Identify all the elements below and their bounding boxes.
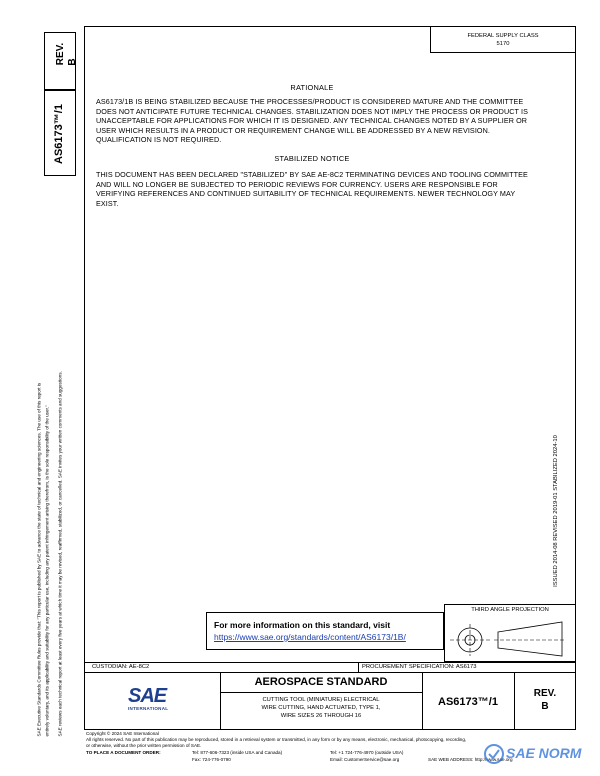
copyright-line-2: All rights reserved. No part of this publication may be reproduced, stored in a retrieval system or transmitted, in any form or by any means, electronic, mechanical, photocopying, recording, [86,737,467,742]
footer-rev-value: B [541,701,549,712]
footer-rev-label: REV. [533,688,557,699]
title-line-3: WIRE SIZES 26 THROUGH 16 [280,713,362,719]
order-label: TO PLACE A DOCUMENT ORDER: [86,750,161,755]
info-box [206,612,444,650]
copyright-line-1: Copyright © 2024 SAE International [86,731,159,736]
order-fax: Fax: 724-776-0790 [192,757,231,762]
custodian: CUSTODIAN: AE-8C2 [92,664,150,670]
issue-history: ISSUED 2014-08 REVISED 2019-01 STABILIZED 2024-10 [553,435,559,587]
watermark-text: SAE NORM [506,745,582,761]
federal-supply-class-label: FEDERAL SUPPLY CLASS [467,33,539,39]
rationale-title: RATIONALE [290,83,334,92]
sae-logo-mark: SAE [128,685,167,707]
projection-label: THIRD ANGLE PROJECTION [471,607,549,613]
info-box-link[interactable]: https://www.sae.org/standards/content/AS6173/1B/ [214,632,406,642]
sae-logo-subtext: INTERNATIONAL [128,706,169,711]
federal-supply-class-value: 5170 [496,41,510,47]
rationale-body: AS6173/1B IS BEING STABILIZED BECAUSE THE PROCESSES/PRODUCT IS CONSIDERED MATURE AND THE COMMITTEE DOES NOT ANTICIPATE FUTURE TECHNICAL CHANGES. STABILIZATION DOES NOT IMPLY THE PROCESS OR PRODUCT IS UNACCEPTABLE FOR APPLICATIONS FOR WHICH IT IS DESIGNED. ANY TECHNICAL CHANGES NOTED BY A SUPPLIER OR USER WHICH RESULTS IN A PRODUCT OR REQUIREMENT CHANGE WILL BE ADDRESSED BY A NEW REVISION. QUALIFICATION IS NOT REQUIRED. [96,97,528,145]
margin-rev-label: REV. [55,42,66,66]
watermark-logo-icon [484,744,504,764]
sae-web-address[interactable]: SAE WEB ADDRESS: http://www.sae.org [428,757,513,762]
info-box-text: For more information on this standard, visit [214,620,391,630]
sae-norm-watermark [484,742,596,768]
title-line-1: CUTTING TOOL (MINIATURE) ELECTRICAL [262,697,380,703]
margin-disclaimer-2: entirely voluntary, and its applicability and suitability for any particular use, including any patent infringement arising therefrom, is the sole responsibility of the user." [44,405,50,737]
title-line-2: WIRE CUTTING, HAND ACTUATED, TYPE 1, [261,705,381,711]
sae-logo [128,686,178,720]
margin-rev-value: B [67,58,78,66]
procurement-specification: PROCUREMENT SPECIFICATION: AS6173 [362,664,477,670]
order-email: Email: CustomerService@sae.org [330,757,400,762]
stabilized-notice-title: STABILIZED NOTICE [274,154,350,163]
standard-type: AEROSPACE STANDARD [254,676,388,688]
margin-disclaimer-3: SAE reviews each technical report at least every five years at which time it may be revised, reaffirmed, stabilized, or cancelled. SAE invites your written comments and suggestions. [57,371,63,737]
third-angle-projection-icon [450,618,570,658]
order-tel: Tel: 877-606-7323 (inside USA and Canada) [192,750,283,755]
margin-doc-number: AS6173™/1 [53,104,65,164]
order-tel-outside: Tel: +1 724-776-4970 (outside USA) [330,750,404,755]
margin-disclaimer-1: SAE Executive Standards Committee Rules provide that: "This report is published by SAE to advance the state of technical and engineering sciences. The use of this report is [36,382,42,737]
footer-doc-number: AS6173™/1 [438,696,498,708]
copyright-line-3: or otherwise, without the prior written permission of SAE. [86,743,202,748]
stabilized-notice-body: THIS DOCUMENT HAS BEEN DECLARED "STABILIZED" BY SAE AE-8C2 TERMINATING DEVICES AND TOOLING COMMITTEE AND WILL NO LONGER BE SUBJECTED TO PERIODIC REVIEWS FOR CURRENCY. USERS ARE RESPONSIBLE FOR VERIFYING REFERENCES AND CONTINUED SUITABILITY OF TECHNICAL REQUIREMENTS. NEWER TECHNOLOGY MAY EXIST. [96,170,528,208]
